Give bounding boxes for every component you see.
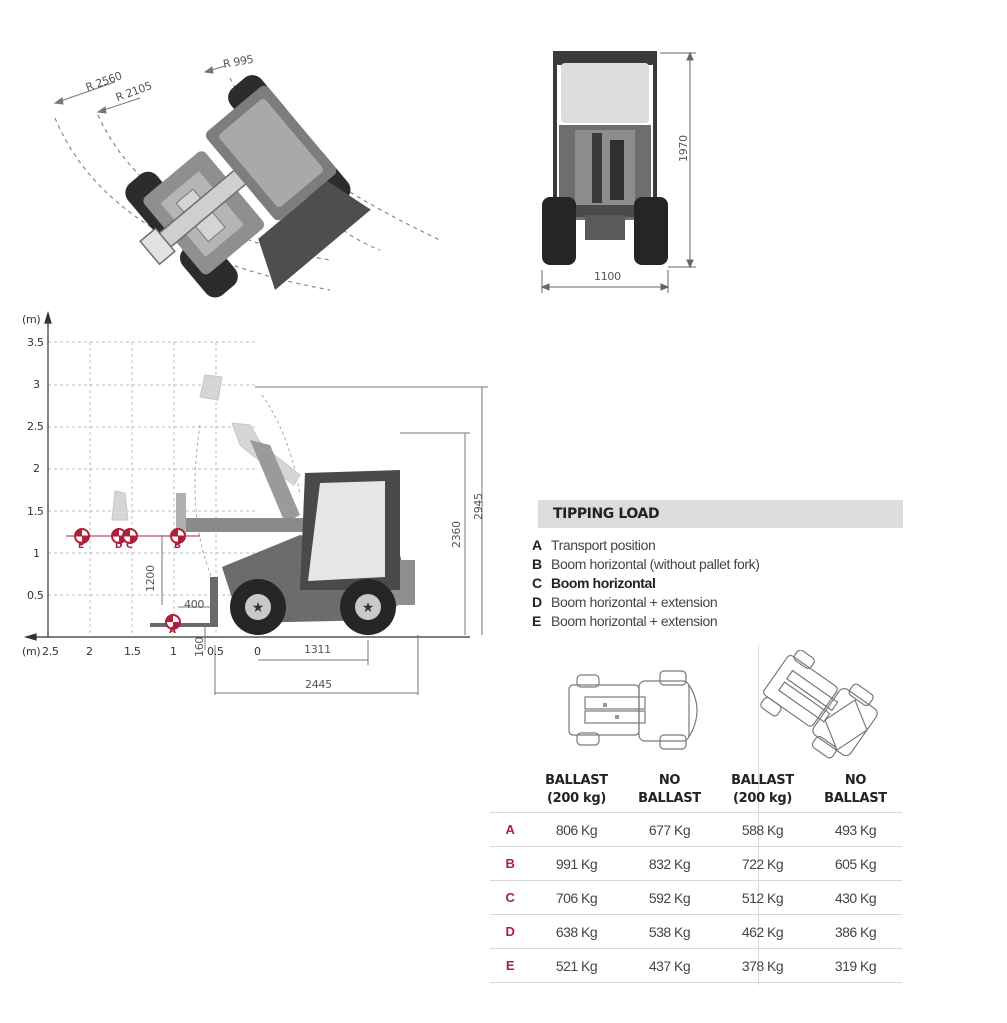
legend-row-d xyxy=(532,592,760,611)
load-point-label-a: A xyxy=(169,626,176,636)
table-cell: 462 Kg xyxy=(716,915,809,949)
legend-row-e xyxy=(532,611,760,630)
row-key: D xyxy=(490,915,530,949)
tipping-load-header xyxy=(538,500,903,528)
legend-text: Boom horizontal + extension xyxy=(551,612,718,629)
table-cell: 588 Kg xyxy=(716,813,809,847)
y-axis-unit: (m) xyxy=(22,313,41,326)
table-cell: 806 Kg xyxy=(530,813,623,847)
legend-text: Transport position xyxy=(551,536,656,553)
table-row xyxy=(490,881,902,915)
legend-key: D xyxy=(532,593,542,610)
tipping-load-title: TIPPING LOAD xyxy=(553,506,660,522)
row-key: C xyxy=(490,881,530,915)
table-cell: 605 Kg xyxy=(809,847,902,881)
table-cell: 638 Kg xyxy=(530,915,623,949)
legend-key: A xyxy=(532,536,542,553)
x-tick-1.5: 1.5 xyxy=(124,645,141,658)
svg-text:★: ★ xyxy=(251,600,265,616)
legend-row-a xyxy=(532,535,760,554)
load-point-label-d: D xyxy=(115,541,123,551)
table-cell: 430 Kg xyxy=(809,881,902,915)
column-header: BALLAST (200 kg) xyxy=(731,772,794,806)
table-cell: 677 Kg xyxy=(623,813,716,847)
articulated-loader-thumbnail xyxy=(755,650,895,760)
svg-text:★: ★ xyxy=(361,600,375,616)
y-tick-2: 2 xyxy=(33,462,40,475)
tipping-load-table xyxy=(490,767,902,983)
table-row xyxy=(490,949,902,983)
legend-row-c xyxy=(532,573,760,592)
x-tick-1: 1 xyxy=(170,645,177,658)
front-width-label: 1100 xyxy=(594,270,621,283)
y-tick-2.5: 2.5 xyxy=(27,420,44,433)
table-cell: 437 Kg xyxy=(623,949,716,983)
table-row xyxy=(490,915,902,949)
table-cell: 512 Kg xyxy=(716,881,809,915)
legend-key: C xyxy=(532,574,542,591)
table-row xyxy=(490,813,902,847)
table-cell: 706 Kg xyxy=(530,881,623,915)
row-key: E xyxy=(490,949,530,983)
table-cell: 386 Kg xyxy=(809,915,902,949)
side-elevation-diagram xyxy=(0,305,500,695)
dim-cab-height: 2360 xyxy=(450,521,463,548)
configuration-thumbnails xyxy=(530,645,902,767)
y-tick-3: 3 xyxy=(33,378,40,391)
y-tick-3.5: 3.5 xyxy=(27,336,44,349)
dim-wheelbase: 1311 xyxy=(304,643,331,656)
radius-label-2560: R 2560 xyxy=(84,69,124,95)
y-tick-0.5: 0.5 xyxy=(27,589,44,602)
front-view-diagram xyxy=(530,45,710,305)
dim-fork-reach: 400 xyxy=(184,598,205,611)
load-point-label-b: B xyxy=(174,541,181,551)
x-tick-2.5: 2.5 xyxy=(42,645,59,658)
dim-fork-height: 1200 xyxy=(144,565,157,592)
dim-overall-length: 2445 xyxy=(305,678,332,691)
straight-loader-thumbnail xyxy=(555,663,715,763)
tipping-legend xyxy=(532,535,760,630)
table-cell: 319 Kg xyxy=(809,949,902,983)
legend-text: Boom horizontal + extension xyxy=(551,593,718,610)
row-key: A xyxy=(490,813,530,847)
row-key-header xyxy=(490,767,530,813)
table-cell: 378 Kg xyxy=(716,949,809,983)
table-cell: 538 Kg xyxy=(623,915,716,949)
load-point-label-e: E xyxy=(78,541,85,551)
column-header: BALLAST (200 kg) xyxy=(545,772,608,806)
load-point-label-c: C xyxy=(126,541,133,551)
dim-fork-depth: 160 xyxy=(193,636,206,657)
table-cell: 493 Kg xyxy=(809,813,902,847)
legend-text: Boom horizontal xyxy=(551,574,656,591)
legend-row-b xyxy=(532,554,760,573)
x-tick-2: 2 xyxy=(86,645,93,658)
y-tick-1: 1 xyxy=(33,547,40,560)
column-header: NO BALLAST xyxy=(824,772,887,806)
dim-max-height: 2945 xyxy=(472,493,485,520)
turning-radius-diagram xyxy=(0,0,470,300)
table-header-row xyxy=(490,767,902,813)
x-tick-0: 0 xyxy=(254,645,261,658)
table-cell: 592 Kg xyxy=(623,881,716,915)
radius-label-2105: R 2105 xyxy=(114,79,154,105)
table-cell: 991 Kg xyxy=(530,847,623,881)
y-tick-1.5: 1.5 xyxy=(27,505,44,518)
x-tick-0.5: 0.5 xyxy=(207,645,224,658)
table-cell: 832 Kg xyxy=(623,847,716,881)
row-key: B xyxy=(490,847,530,881)
table-cell: 722 Kg xyxy=(716,847,809,881)
column-header: NO BALLAST xyxy=(638,772,701,806)
legend-key: B xyxy=(532,555,542,572)
x-axis-unit: (m) xyxy=(22,645,41,658)
radius-label-995: R 995 xyxy=(222,52,255,71)
legend-key: E xyxy=(532,612,541,629)
table-cell: 521 Kg xyxy=(530,949,623,983)
legend-text: Boom horizontal (without pallet fork) xyxy=(551,555,760,572)
table-row xyxy=(490,847,902,881)
front-height-label: 1970 xyxy=(677,135,690,162)
